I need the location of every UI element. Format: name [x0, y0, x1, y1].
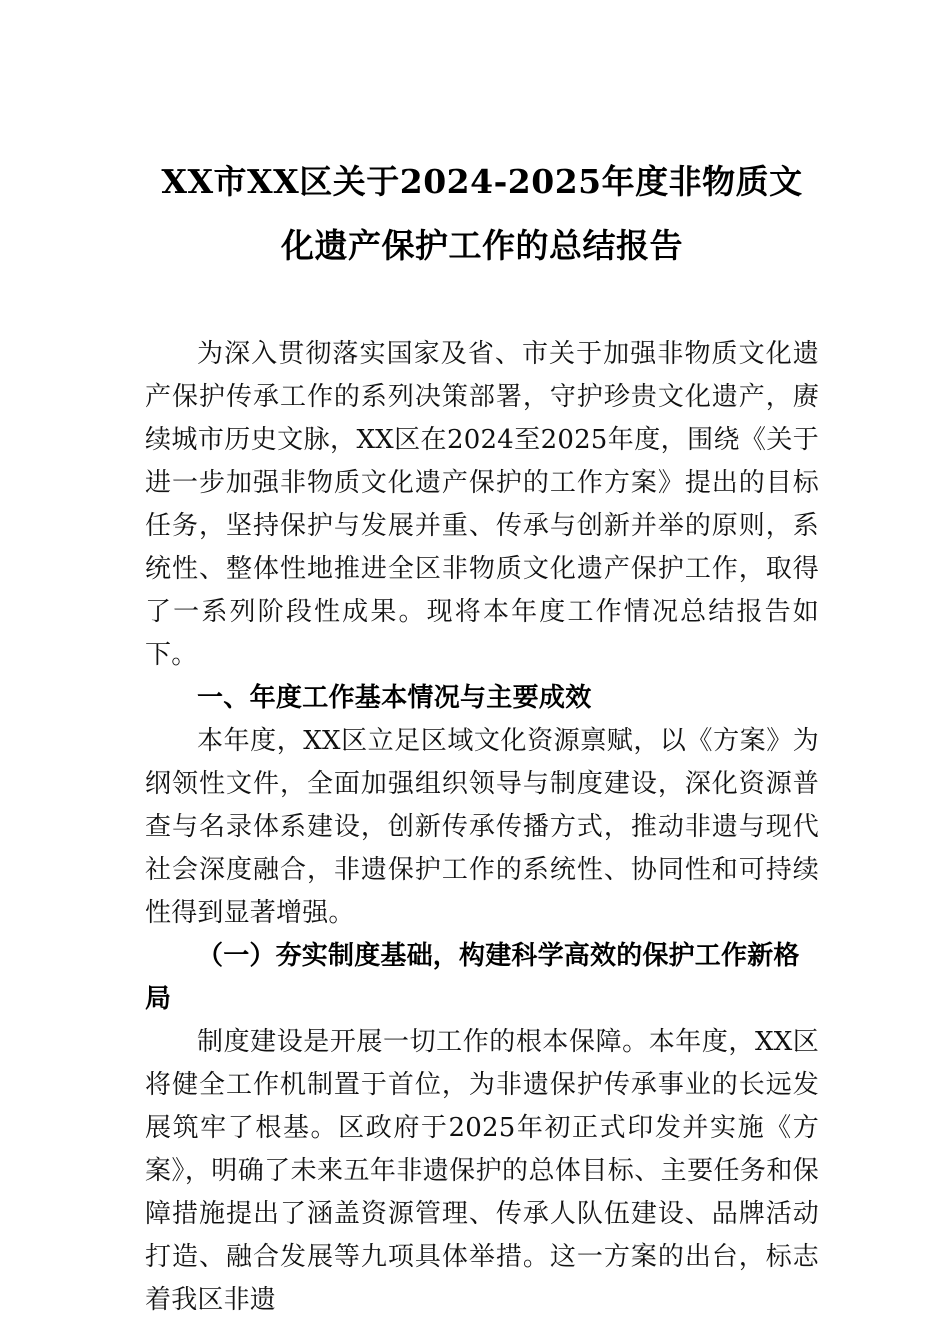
document-content-column — [145, 0, 819, 1322]
page-title-line-1: XX市XX区关于2024-2025年度非物质文 — [161, 162, 803, 201]
page-title-line-2: 化遗产保护工作的总结报告 — [281, 226, 683, 265]
subsection-heading-one: （一）夯实制度基础，构建科学高效的保护工作新格局 — [145, 941, 800, 1014]
page-title — [145, 0, 819, 278]
section-heading-one: 一、年度工作基本情况与主要成效 — [197, 683, 592, 713]
section-one-overview-paragraph: 本年度，XX区立足区域文化资源禀赋，以《方案》为纲领性文件，全面加强组织领导与制度建设，深化资源普查与名录体系建设，创新传承传播方式，推动非遗与现代社会深度融合，非遗保护工作的系统性、协同性和可持续性得到显著增强。 — [145, 726, 819, 928]
subsection-one-body-paragraph: 制度建设是开展一切工作的根本保障。本年度，XX区将健全工作机制置于首位，为非遗保护传承事业的长远发展筑牢了根基。区政府于2025年初正式印发并实施《方案》，明确了未来五年非遗保护的总体目标、主要任务和保障措施提出了涵盖资源管理、传承人队伍建设、品牌活动打造、融合发展等九项具体举措。这一方案的出台，标志着我区非遗 — [145, 1027, 819, 1315]
intro-paragraph: 为深入贯彻落实国家及省、市关于加强非物质文化遗产保护传承工作的系列决策部署，守护珍贵文化遗产，赓续城市历史文脉，XX区在2024至2025年度，围绕《关于进一步加强非物质文化遗产保护的工作方案》提出的目标任务，坚持保护与发展并重、传承与创新并举的原则，系统性、整体性地推进全区非物质文化遗产保护工作，取得了一系列阶段性成果。现将本年度工作情况总结报告如下。 — [145, 339, 819, 670]
